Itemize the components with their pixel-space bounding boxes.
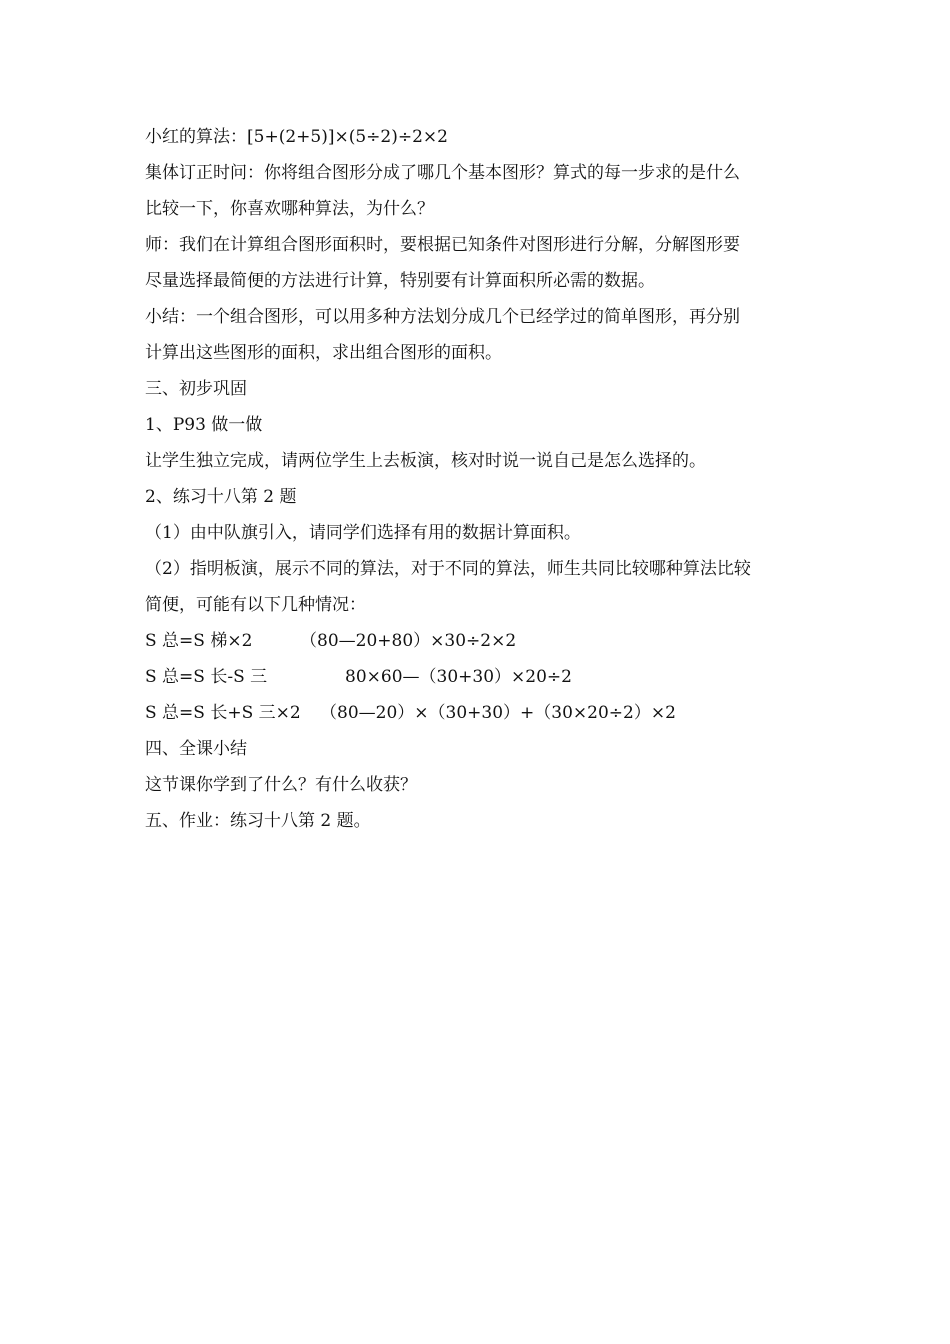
homework-line: 五、作业：练习十八第 2 题。 [145, 811, 371, 831]
reflection-question: 这节课你学到了什么？有什么收获？ [145, 775, 417, 795]
step-2-line-2: 简便，可能有以下几种情况： [145, 595, 366, 615]
collective-correction-question: 集体订正时问：你将组合图形分成了哪几个基本图形？算式的每一步求的是什么 [145, 163, 740, 183]
section-heading-summary: 四、全课小结 [145, 739, 247, 759]
xiaohong-algorithm-line: 小红的算法：[5+(2+5)]×(5÷2)÷2×2 [145, 127, 448, 147]
summary-line-1: 小结：一个组合图形，可以用多种方法划分成几个已经学过的简单图形，再分别 [145, 307, 740, 327]
compare-methods-question: 比较一下，你喜欢哪种算法，为什么？ [145, 199, 434, 219]
formula-row-rectangle-plus-triangles [145, 695, 813, 731]
formula-row-rectangle-minus-triangle [145, 659, 813, 695]
formula-row-trapezoid [145, 623, 813, 659]
teacher-explanation-line-1: 师：我们在计算组合图形面积时，要根据已知条件对图形进行分解，分解图形要 [145, 235, 740, 255]
formula-expression: 80×60—（30+30）×20÷2 [345, 667, 572, 687]
exercise-p93: 1、P93 做一做 [145, 415, 263, 435]
section-heading-consolidation: 三、初步巩固 [145, 379, 247, 399]
summary-line-2: 计算出这些图形的面积，求出组合图形的面积。 [145, 343, 502, 363]
step-1-line: （1）由中队旗引入，请同学们选择有用的数据计算面积。 [145, 523, 581, 543]
exercise-18-q2: 2、练习十八第 2 题 [145, 487, 297, 507]
step-2-line-1: （2）指明板演，展示不同的算法，对于不同的算法，师生共同比较哪种算法比较 [145, 559, 751, 579]
independent-work-line: 让学生独立完成，请两位学生上去板演，核对时说一说自己是怎么选择的。 [145, 451, 706, 471]
document-body [145, 119, 813, 839]
formula-expression: （80—20+80）×30÷2×2 [300, 631, 517, 651]
formula-label: S 总=S 长-S 三 [145, 667, 268, 687]
formula-label: S 总=S 梯×2 [145, 631, 253, 651]
teacher-explanation-line-2: 尽量选择最简便的方法进行计算，特别要有计算面积所必需的数据。 [145, 271, 655, 291]
formula-label: S 总=S 长+S 三×2 [145, 703, 301, 723]
formula-expression: （80—20）×（30+30）+（30×20÷2）×2 [320, 703, 676, 723]
